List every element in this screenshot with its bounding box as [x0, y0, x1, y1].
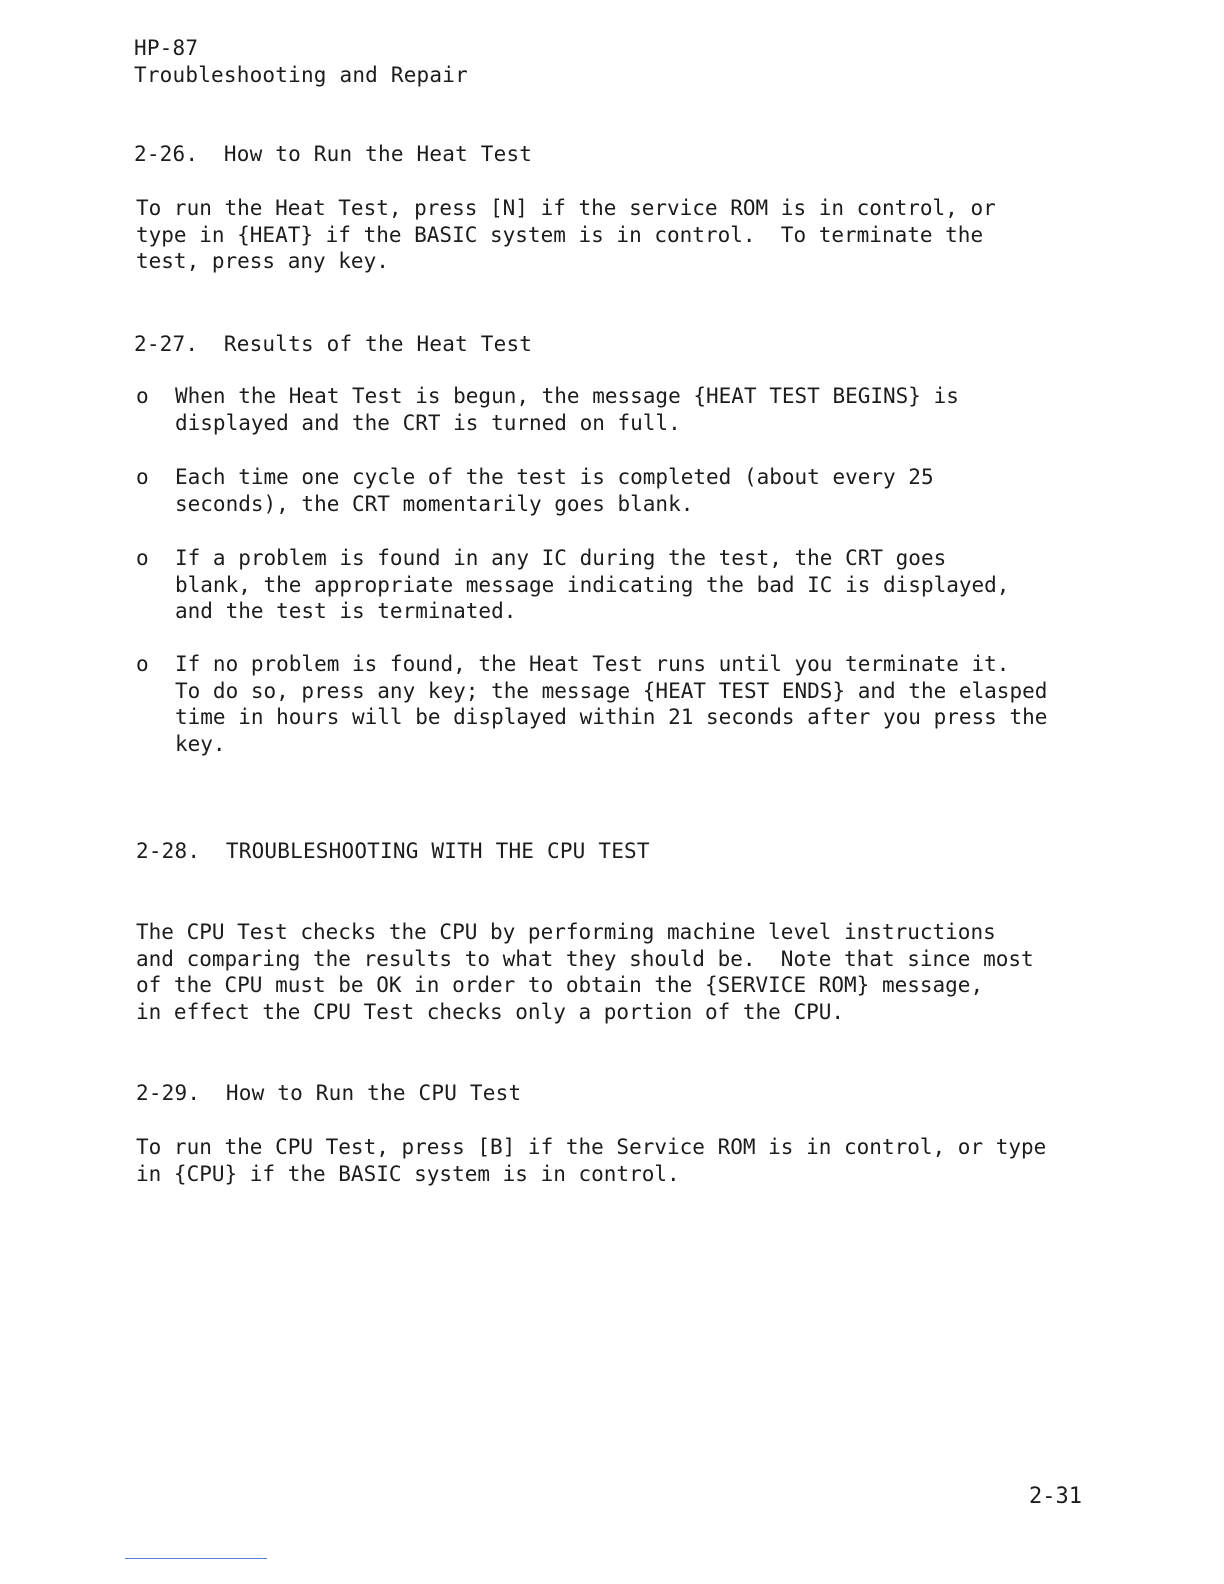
bullet-marker: o — [136, 384, 149, 408]
bullet-line: seconds), the CRT momentarily goes blank. — [175, 491, 694, 516]
section-heading-2-27: 2-27. Results of the Heat Test — [134, 332, 533, 356]
section-heading-2-29: 2-29. How to Run the CPU Test — [136, 1081, 522, 1105]
bullet-line: If no problem is found, the Heat Test runs until you terminate it. — [175, 652, 1010, 676]
footer-rule — [125, 1558, 267, 1559]
bullet-line: Each time one cycle of the test is completed (about every 25 — [175, 465, 934, 489]
paragraph-line: type in {HEAT} if the BASIC system is in control. To terminate the — [136, 222, 984, 247]
paragraph-line: and comparing the results to what they should be. Note that since most — [136, 946, 1034, 971]
bullet-marker: o — [136, 652, 149, 676]
bullet-line: displayed and the CRT is turned on full. — [175, 410, 681, 435]
bullet-line: and the test is terminated. — [175, 599, 517, 623]
bullet-marker: o — [136, 546, 149, 570]
section-body-2-29 — [136, 1134, 1096, 1187]
section-body-2-28 — [136, 919, 1096, 1025]
paragraph-line: test, press any key. — [136, 249, 389, 273]
bullet-text — [175, 545, 1009, 625]
header-title: Troubleshooting and Repair — [134, 63, 468, 87]
paragraph-line: of the CPU must be OK in order to obtain the {SERVICE ROM} message, — [136, 973, 984, 997]
bullet-marker: o — [136, 465, 149, 489]
paragraph-line: The CPU Test checks the CPU by performing machine level instructions — [136, 920, 996, 944]
paragraph-line: To run the CPU Test, press [B] if the Service ROM is in control, or type — [136, 1135, 1047, 1159]
bullet-line: time in hours will be displayed within 21 seconds after you press the — [175, 705, 1048, 729]
page-number: 2-31 — [1029, 1484, 1082, 1509]
paragraph-line: in {CPU} if the BASIC system is in control. — [136, 1161, 680, 1186]
bullet-line: blank, the appropriate message indicating the bad IC is displayed, — [175, 572, 1010, 597]
paragraph-line: To run the Heat Test, press [N] if the service ROM is in control, or — [136, 196, 996, 220]
section-body-2-26 — [136, 195, 1096, 275]
section-heading-2-26: 2-26. How to Run the Heat Test — [134, 142, 533, 166]
header-model: HP-87 — [134, 36, 199, 60]
bullet-line: To do so, press any key; the message {HEAT TEST ENDS} and the elasped — [175, 678, 1048, 703]
paragraph-line: in effect the CPU Test checks only a portion of the CPU. — [136, 999, 845, 1024]
bullet-text — [175, 651, 1047, 757]
section-heading-2-28: 2-28. TROUBLESHOOTING WITH THE CPU TEST — [136, 839, 650, 863]
bullet-text — [175, 383, 959, 436]
bullet-line: When the Heat Test is begun, the message {HEAT TEST BEGINS} is — [175, 384, 959, 408]
bullet-text — [175, 464, 934, 517]
bullet-line: If a problem is found in any IC during the test, the CRT goes — [175, 546, 947, 570]
bullet-line: key. — [175, 731, 226, 756]
